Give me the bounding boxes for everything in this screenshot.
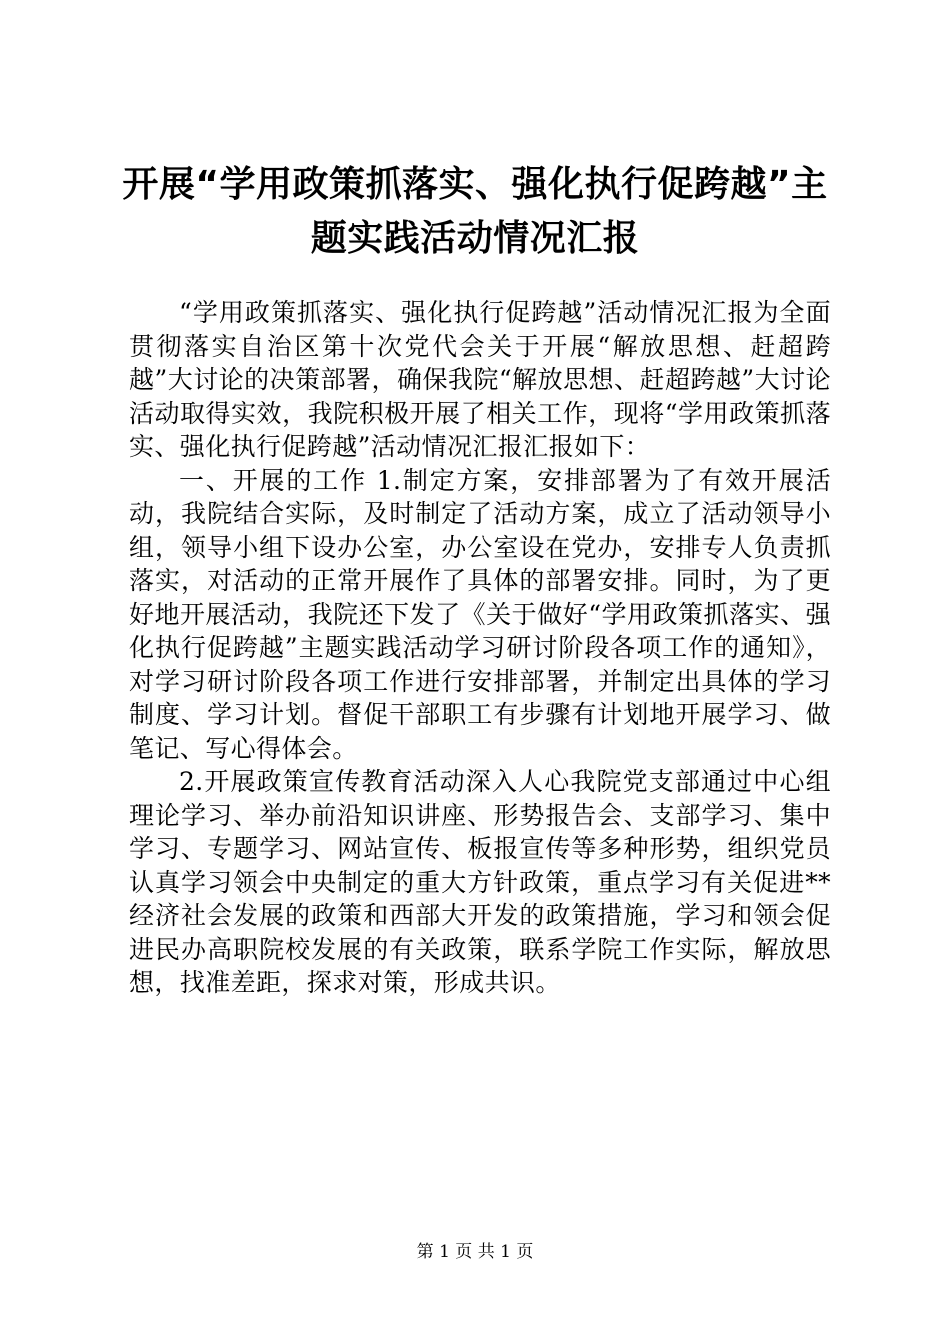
document-body — [129, 296, 831, 1000]
section-one-paragraph: 一、开展的工作 1.制定方案，安排部署为了有效开展活动，我院结合实际，及时制定了活动方案，成立了活动领导小组，领导小组下设办公室，办公室设在党办，安排专人负责抓落实，对活动的正常开展作了具体的部署安排。同时，为了更好地开展活动，我院还下发了《关于做好“学用政策抓落实、强化执行促跨越”主题实践活动学习研讨阶段各项工作的通知》，对学习研讨阶段各项工作进行安排部署，并制定出具体的学习制度、学习计划。督促干部职工有步骤有计划地开展学习、做笔记、写心得体会。 — [129, 465, 831, 763]
title-line-1: 开展“学用政策抓落实、强化执行促跨越”主 — [122, 164, 828, 205]
page-footer: 第 1 页 共 1 页 — [416, 1242, 534, 1262]
title-line-2: 题实践活动情况汇报 — [310, 218, 640, 259]
document-title — [110, 158, 840, 266]
section-two-paragraph: 2.开展政策宣传教育活动深入人心我院党支部通过中心组理论学习、举办前沿知识讲座、形势报告会、支部学习、集中学习、专题学习、网站宣传、板报宣传等多种形势，组织党员认真学习领会中央制定的重大方针政策，重点学习有关促进**经济社会发展的政策和西部大开发的政策措施，学习和领会促进民办高职院校发展的有关政策，联系学院工作实际，解放思想，找准差距，探求对策，形成共识。 — [129, 767, 831, 997]
intro-paragraph: “学用政策抓落实、强化执行促跨越”活动情况汇报为全面贯彻落实自治区第十次党代会关于开展“解放思想、赶超跨越”大讨论的决策部署，确保我院“解放思想、赶超跨越”大讨论活动取得实效，我院积极开展了相关工作，现将“学用政策抓落实、强化执行促跨越”活动情况汇报汇报如下： — [129, 298, 831, 461]
